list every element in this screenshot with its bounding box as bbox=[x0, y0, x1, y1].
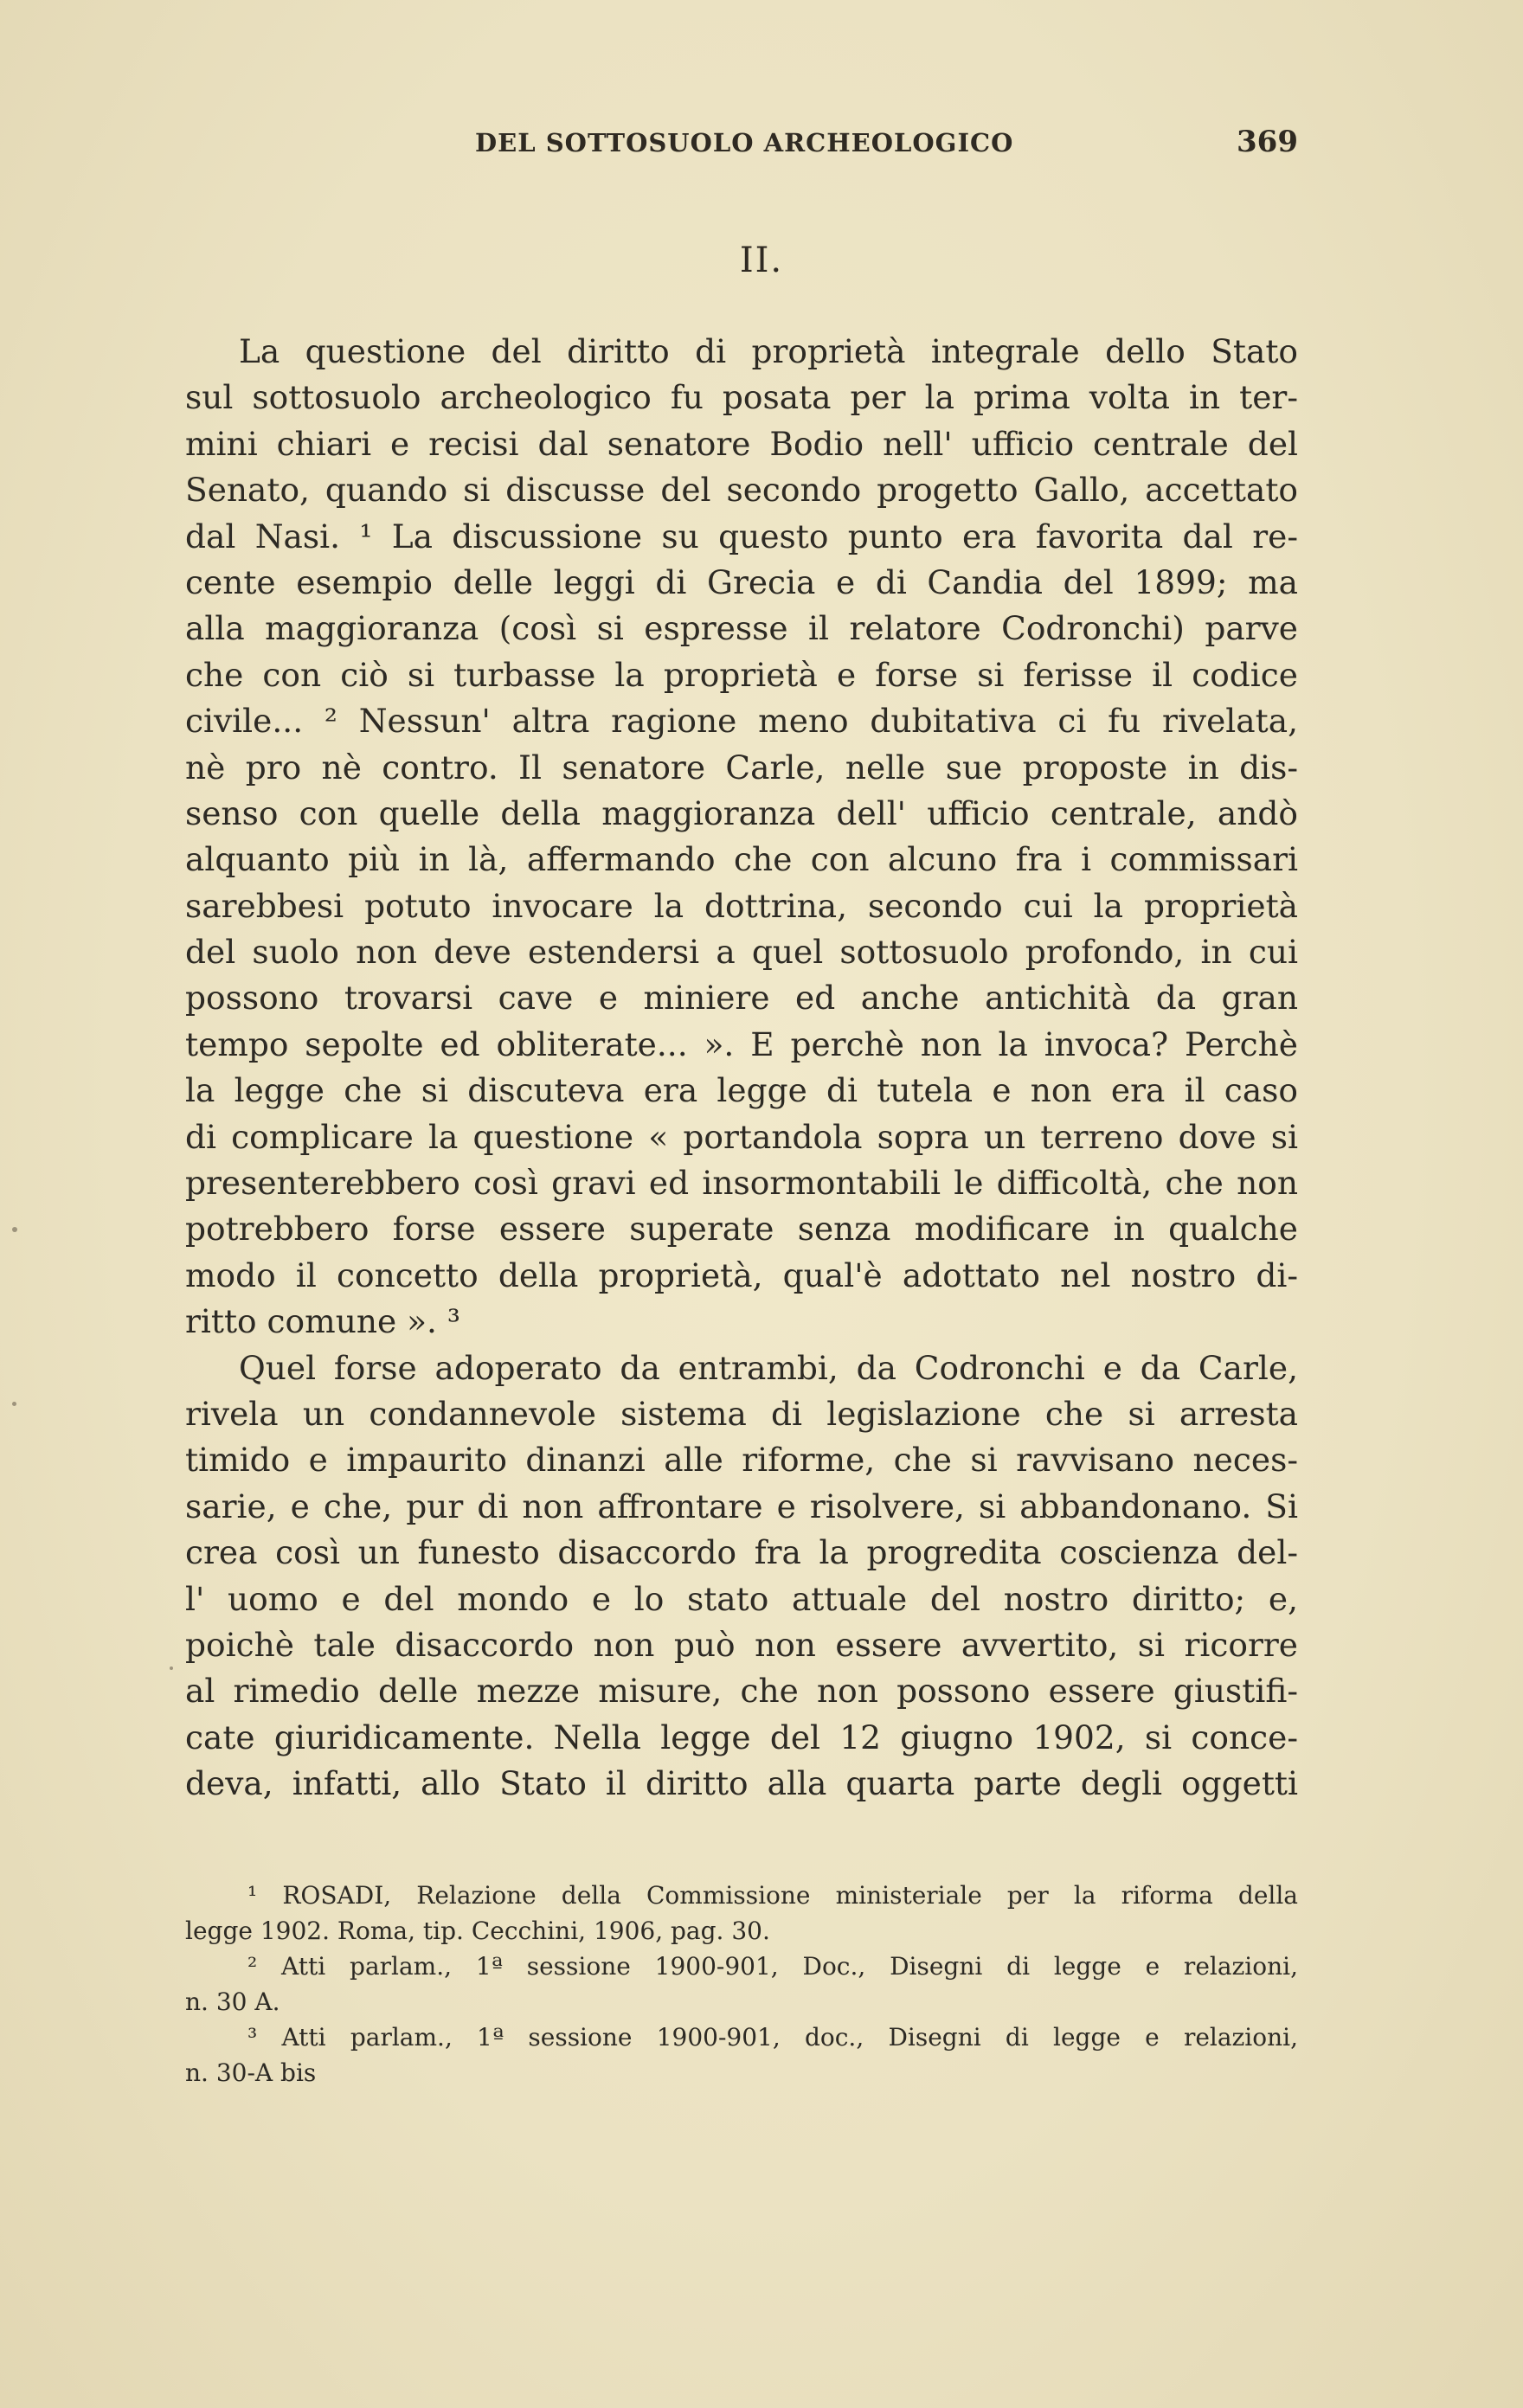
text-line: sul sottosuolo archeologico fu posata per la prima volta in ter- bbox=[185, 378, 1298, 417]
text-line: timido e impaurito dinanzi alle riforme, che si ravvisano neces- bbox=[185, 1441, 1298, 1480]
text-line: potrebbero forse essere superate senza modificare in qualche bbox=[185, 1210, 1298, 1249]
text-line: mini chiari e recisi dal senatore Bodio nell' ufficio centrale del bbox=[185, 424, 1298, 463]
text-line: alla maggioranza (così si espresse il relatore Codronchi) parve bbox=[185, 609, 1298, 648]
text-line: l' uomo e del mondo e lo stato attuale del nostro diritto; e, bbox=[185, 1579, 1298, 1618]
text-line: del suolo non deve estendersi a quel sottosuolo profondo, in cui bbox=[185, 933, 1298, 972]
text-line: cente esempio delle leggi di Grecia e di Candia del 1899; ma bbox=[185, 562, 1298, 601]
text-line: di complicare la questione « portandola sopra un terreno dove si bbox=[185, 1117, 1298, 1156]
text-line: civile... ² Nessun' altra ragione meno dubitativa ci fu rivelata, bbox=[185, 702, 1298, 741]
text-line: che con ciò si turbasse la proprietà e forse si ferisse il codice bbox=[185, 655, 1298, 694]
page-number: 369 bbox=[1237, 125, 1298, 159]
text-line: rivela un condannevole sistema di legislazione che si arresta bbox=[185, 1394, 1298, 1433]
text-line: cate giuridicamente. Nella legge del 12 giugno 1902, si conce- bbox=[185, 1718, 1298, 1756]
text-line: sarie, e che, pur di non affrontare e risolvere, si abbandonano. Si bbox=[185, 1487, 1298, 1525]
text-line: la legge che si discuteva era legge di tutela e non era il caso bbox=[185, 1071, 1298, 1110]
running-head: DEL SOTTOSUOLO ARCHEOLOGICO bbox=[475, 128, 1014, 157]
text-line: La questione del diritto di proprietà integrale dello Stato bbox=[239, 332, 1298, 370]
section-title: II. bbox=[739, 241, 784, 280]
footnote-line: legge 1902. Roma, tip. Cecchini, 1906, pag. 30. bbox=[185, 1917, 770, 1945]
text-line: possono trovarsi cave e miniere ed anche antichità da gran bbox=[185, 979, 1298, 1018]
body-text bbox=[185, 329, 1298, 1808]
text-line: al rimedio delle mezze misure, che non possono essere giustifi- bbox=[185, 1672, 1298, 1711]
text-line: Senato, quando si discusse del secondo progetto Gallo, accettato bbox=[185, 471, 1298, 510]
page-header bbox=[185, 125, 1298, 171]
text-line: alquanto più in là, affermando che con alcuno fra i commissari bbox=[185, 840, 1298, 879]
text-line: deva, infatti, allo Stato il diritto alla quarta parte degli oggetti bbox=[185, 1764, 1298, 1803]
text-line: tempo sepolte ed obliterate... ». E perchè non la invoca? Perchè bbox=[185, 1024, 1298, 1063]
footnote-line: n. 30 A. bbox=[185, 1987, 280, 2016]
text-line: senso con quelle della maggioranza dell' ufficio centrale, andò bbox=[185, 793, 1298, 832]
text-line: poichè tale disaccordo non può non essere avvertito, si ricorre bbox=[185, 1625, 1298, 1664]
text-line: sarebbesi potuto invocare la dottrina, secondo cui la proprietà bbox=[185, 886, 1298, 925]
text-line: dal Nasi. ¹ La discussione su questo punto era favorita dal re- bbox=[185, 517, 1298, 555]
text-line: modo il concetto della proprietà, qual'è adottato nel nostro di- bbox=[185, 1255, 1298, 1294]
text-line: ritto comune ». ³ bbox=[185, 1302, 460, 1341]
text-line: nè pro nè contro. Il senatore Carle, nelle sue proposte in dis- bbox=[185, 748, 1298, 787]
footnote-line: n. 30-A bis bbox=[185, 2058, 317, 2087]
footnotes bbox=[185, 1878, 1298, 2090]
text-line: Quel forse adoperato da entrambi, da Codronchi e da Carle, bbox=[239, 1348, 1298, 1387]
text-line: presenterebbero così gravi ed insormontabili le difficoltà, che non bbox=[185, 1164, 1298, 1203]
footnote-line: ² Atti parlam., 1ª sessione 1900-901, Doc., Disegni di legge e relazioni, bbox=[247, 1952, 1298, 1981]
text-line: crea così un funesto disaccordo fra la progredita coscienza del- bbox=[185, 1533, 1298, 1572]
paper-speck bbox=[170, 1666, 173, 1670]
footnote-line: ³ Atti parlam., 1ª sessione 1900-901, doc., Disegni di legge e relazioni, bbox=[247, 2023, 1298, 2052]
paper-speck bbox=[12, 1402, 16, 1406]
paper-speck bbox=[12, 1227, 17, 1232]
footnote-line: ¹ ROSADI, Relazione della Commissione ministeriale per la riforma della bbox=[247, 1881, 1298, 1910]
